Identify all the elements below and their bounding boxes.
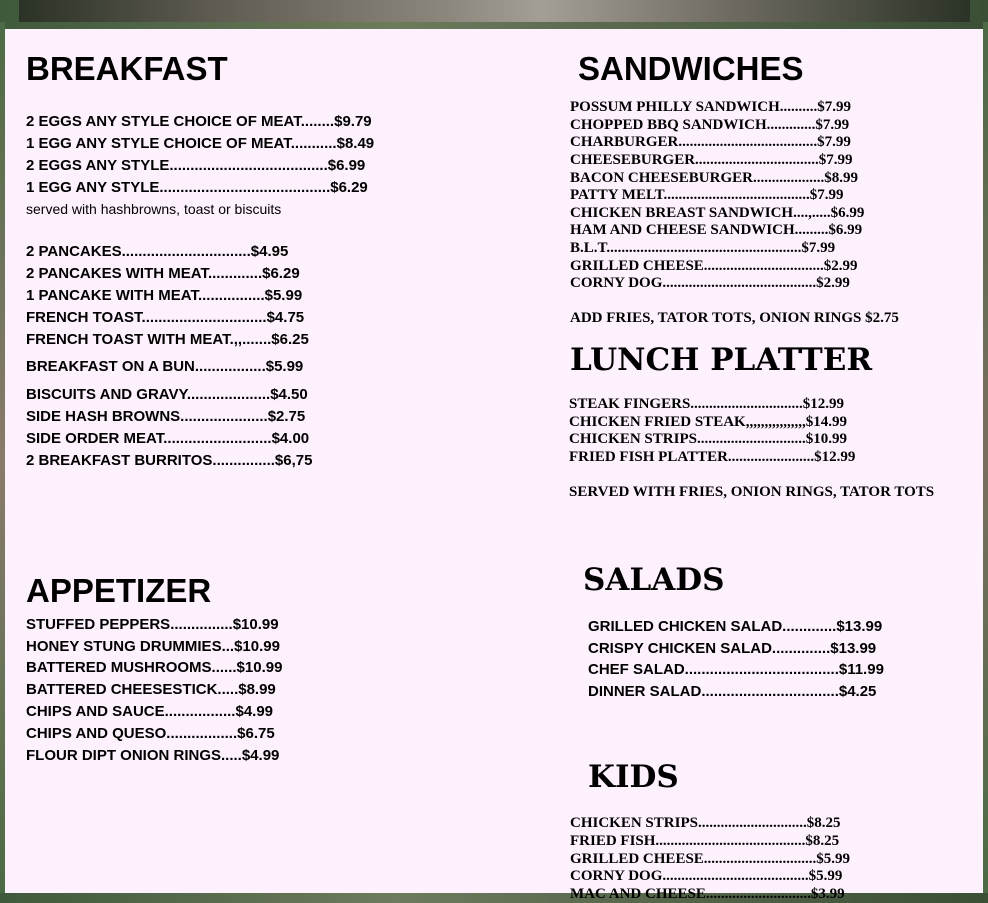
menu-item: HAM AND CHEESE SANDWICH.........$6.99 [570, 222, 863, 238]
breakfast-heading: BREAKFAST [26, 50, 228, 87]
menu-item: BREAKFAST ON A BUN.................$5.99 [26, 358, 304, 375]
menu-item: 2 EGGS ANY STYLE......................................$6.99 [26, 157, 366, 174]
menu-item: CRISPY CHICKEN SALAD..............$13.99 [588, 640, 877, 657]
menu-item: CHEESEBURGER.................................$7.99 [570, 152, 853, 168]
sandwiches-heading: SANDWICHES [578, 50, 804, 87]
menu-item: B.L.T....................................................$7.99 [570, 240, 836, 256]
menu-item: BACON CHEESEBURGER...................$8.99 [570, 170, 858, 186]
menu-item: HONEY STUNG DRUMMIES...$10.99 [26, 638, 280, 655]
background-edge-right [983, 22, 988, 893]
menu-item: CHICKEN STRIPS.............................$8.25 [570, 815, 841, 831]
menu-item: GRILLED CHICKEN SALAD.............$13.99 [588, 618, 883, 635]
menu-item: CHOPPED BBQ SANDWICH.............$7.99 [570, 117, 850, 133]
menu-item: CHARBURGER.....................................$7.99 [570, 134, 851, 150]
menu-item: CORNY DOG.........................................$2.99 [570, 275, 850, 291]
salads-heading: SALADS [583, 562, 725, 598]
lunch-platter-heading: LUNCH PLATTER [570, 342, 873, 378]
menu-item: CHICKEN STRIPS.............................$10.99 [569, 431, 847, 447]
menu-item: GRILLED CHEESE..............................$5.99 [570, 851, 851, 867]
menu-item: BATTERED MUSHROOMS......$10.99 [26, 659, 283, 676]
top-banner-image [19, 0, 970, 22]
menu-item: FLOUR DIPT ONION RINGS.....$4.99 [26, 747, 280, 764]
sandwiches-addon: ADD FRIES, TATOR TOTS, ONION RINGS $2.75 [570, 310, 899, 326]
menu-item: SIDE ORDER MEAT..........................$4.00 [26, 430, 310, 447]
menu-item: BISCUITS AND GRAVY....................$4.50 [26, 386, 308, 403]
menu-item: 2 EGGS ANY STYLE CHOICE OF MEAT........$9.79 [26, 113, 372, 130]
appetizer-heading: APPETIZER [26, 572, 212, 609]
kids-heading: KIDS [588, 759, 679, 795]
menu-item: CORNY DOG.......................................$5.99 [570, 868, 843, 884]
menu-item: CHIPS AND QUESO.................$6.75 [26, 725, 275, 742]
menu-item: 2 BREAKFAST BURRITOS...............$6,75 [26, 452, 313, 469]
menu-item: STEAK FINGERS..............................$12.99 [569, 396, 845, 412]
menu-item: MAC AND CHEESE............................$3.99 [570, 886, 845, 902]
menu-item: POSSUM PHILLY SANDWICH..........$7.99 [570, 99, 852, 115]
menu-item: BATTERED CHEESESTICK.....$8.99 [26, 681, 276, 698]
breakfast-note: served with hashbrowns, toast or biscuits [26, 201, 282, 217]
menu-item: 1 PANCAKE WITH MEAT................$5.99 [26, 287, 303, 304]
lunch-platter-note: SERVED WITH FRIES, ONION RINGS, TATOR TOTS [569, 484, 935, 500]
menu-item: CHICKEN BREAST SANDWICH....,.....$6.99 [570, 205, 865, 221]
menu-item: FRENCH TOAST WITH MEAT.,,.......$6.25 [26, 331, 309, 348]
menu-item: SIDE HASH BROWNS.....................$2.75 [26, 408, 306, 425]
menu-item: GRILLED CHEESE................................$2.99 [570, 258, 858, 274]
menu-item: 2 PANCAKES WITH MEAT.............$6.29 [26, 265, 300, 282]
menu-item: PATTY MELT.......................................$7.99 [570, 187, 844, 203]
menu-panel [5, 29, 983, 902]
menu-item: 2 PANCAKES...............................$4.95 [26, 243, 289, 260]
menu-item: 1 EGG ANY STYLE.........................................$6.29 [26, 179, 368, 196]
menu-item: CHICKEN FRIED STEAK,,,,,,,,,,,,,,,,$14.99 [569, 414, 847, 430]
menu-item: CHIPS AND SAUCE.................$4.99 [26, 703, 274, 720]
menu-item: FRIED FISH PLATTER.......................$12.99 [569, 449, 856, 465]
menu-item: CHEF SALAD.....................................$11.99 [588, 661, 884, 678]
menu-item: FRIED FISH........................................$8.25 [570, 833, 840, 849]
menu-item: DINNER SALAD.................................$4.25 [588, 683, 877, 700]
menu-item: STUFFED PEPPERS...............$10.99 [26, 616, 279, 633]
menu-item: FRENCH TOAST..............................$4.75 [26, 309, 305, 326]
menu-item: 1 EGG ANY STYLE CHOICE OF MEAT...........$8.49 [26, 135, 375, 152]
